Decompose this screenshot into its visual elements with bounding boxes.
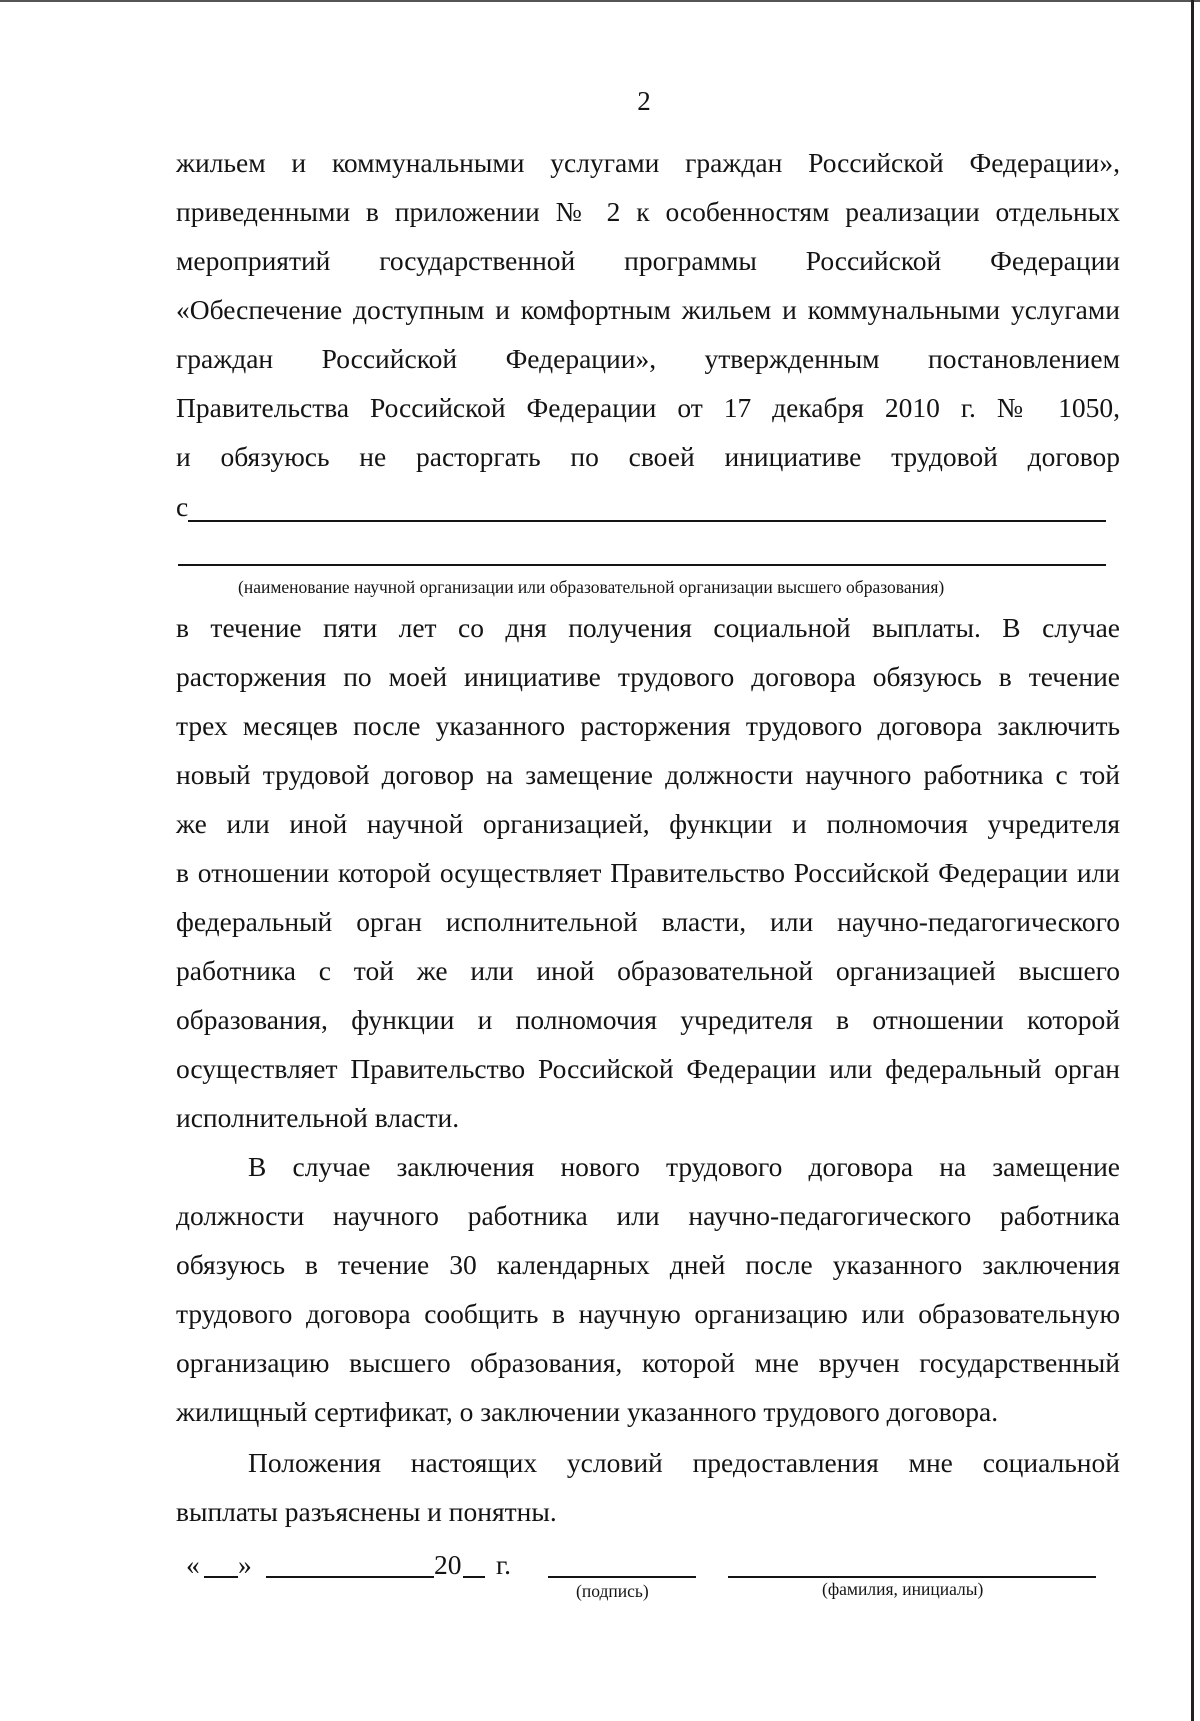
paragraph-2-line-3: трех месяцев после указанного расторжения трудового договора заключить: [176, 710, 1120, 741]
paragraph-2-line-2: расторжения по моей инициативе трудового договора обязуюсь в течение: [176, 661, 1120, 692]
paragraph-1-line-7: и обязуюсь не расторгать по своей инициативе трудовой договор: [176, 441, 1120, 472]
paragraph-1-line-5: граждан Российской Федерации», утвержденным постановлением: [176, 343, 1120, 374]
paragraph-2-line-7: федеральный орган исполнительной власти, или научно-педагогического: [176, 906, 1120, 937]
paragraph-2-line-5: же или иной научной организацией, функции и полномочия учредителя: [176, 808, 1120, 839]
paragraph-4-line-2: выплаты разъяснены и понятны.: [176, 1496, 557, 1527]
paragraph-2-line-9: образования, функции и полномочия учредителя в отношении которой: [176, 1004, 1120, 1035]
date-month-line: [266, 1576, 434, 1578]
date-day-line: [204, 1576, 238, 1578]
paragraph-3-line-4: трудового договора сообщить в научную организацию или образовательную: [176, 1298, 1120, 1329]
paragraph-1-line-3: мероприятий государственной программы Российской Федерации: [176, 245, 1120, 276]
paragraph-3-line-2: должности научного работника или научно-педагогического работника: [176, 1200, 1120, 1231]
page-edge-top: [0, 0, 1200, 2]
page-edge-right: [1191, 0, 1194, 1721]
paragraph-2-line-10: осуществляет Правительство Российской Федерации или федеральный орган: [176, 1053, 1120, 1084]
paragraph-1-line-1: жильем и коммунальными услугами граждан Российской Федерации»,: [176, 147, 1120, 178]
employer-fill-line-1: [188, 520, 1106, 522]
paragraph-1-line-6: Правительства Российской Федерации от 17 декабря 2010 г. № 1050,: [176, 392, 1120, 423]
name-caption: (фамилия, инициалы): [822, 1579, 984, 1599]
employer-prefix: с: [176, 491, 189, 522]
signature-caption: (подпись): [576, 1581, 649, 1601]
paragraph-2-line-6: в отношении которой осуществляет Правительство Российской Федерации или: [176, 857, 1120, 888]
date-year-prefix: 20: [434, 1549, 462, 1580]
paragraph-2-line-1: в течение пяти лет со дня получения социальной выплаты. В случае: [176, 612, 1120, 643]
paragraph-2-line-8: работника с той же или иной образовательной организацией высшего: [176, 955, 1120, 986]
paragraph-4-line-1: Положения настоящих условий предоставления мне социальной: [248, 1447, 1120, 1478]
paragraph-1-line-4: «Обеспечение доступным и комфортным жильем и коммунальными услугами: [176, 294, 1120, 325]
date-quote-close: »: [238, 1549, 252, 1580]
employer-caption: (наименование научной организации или образовательной организации высшего образования): [238, 577, 945, 597]
date-year-line: [463, 1576, 485, 1578]
paragraph-3-line-5: организацию высшего образования, которой мне вручен государственный: [176, 1347, 1120, 1378]
paragraph-2-line-4: новый трудовой договор на замещение должности научного работника с той: [176, 759, 1120, 790]
paragraph-3-line-1: В случае заключения нового трудового договора на замещение: [248, 1151, 1120, 1182]
date-quote-open: «: [186, 1549, 200, 1580]
employer-fill-line-2: [178, 564, 1106, 566]
signature-line: [548, 1576, 696, 1578]
paragraph-2-line-11: исполнительной власти.: [176, 1102, 460, 1133]
paragraph-3-line-6: жилищный сертификат, о заключении указанного трудового договора.: [176, 1396, 999, 1427]
page-number: 2: [637, 86, 651, 116]
paragraph-3-line-3: обязуюсь в течение 30 календарных дней после указанного заключения: [176, 1249, 1120, 1280]
date-year-suffix: г.: [496, 1549, 512, 1580]
paragraph-1-line-2: приведенными в приложении № 2 к особенностям реализации отдельных: [176, 196, 1120, 227]
